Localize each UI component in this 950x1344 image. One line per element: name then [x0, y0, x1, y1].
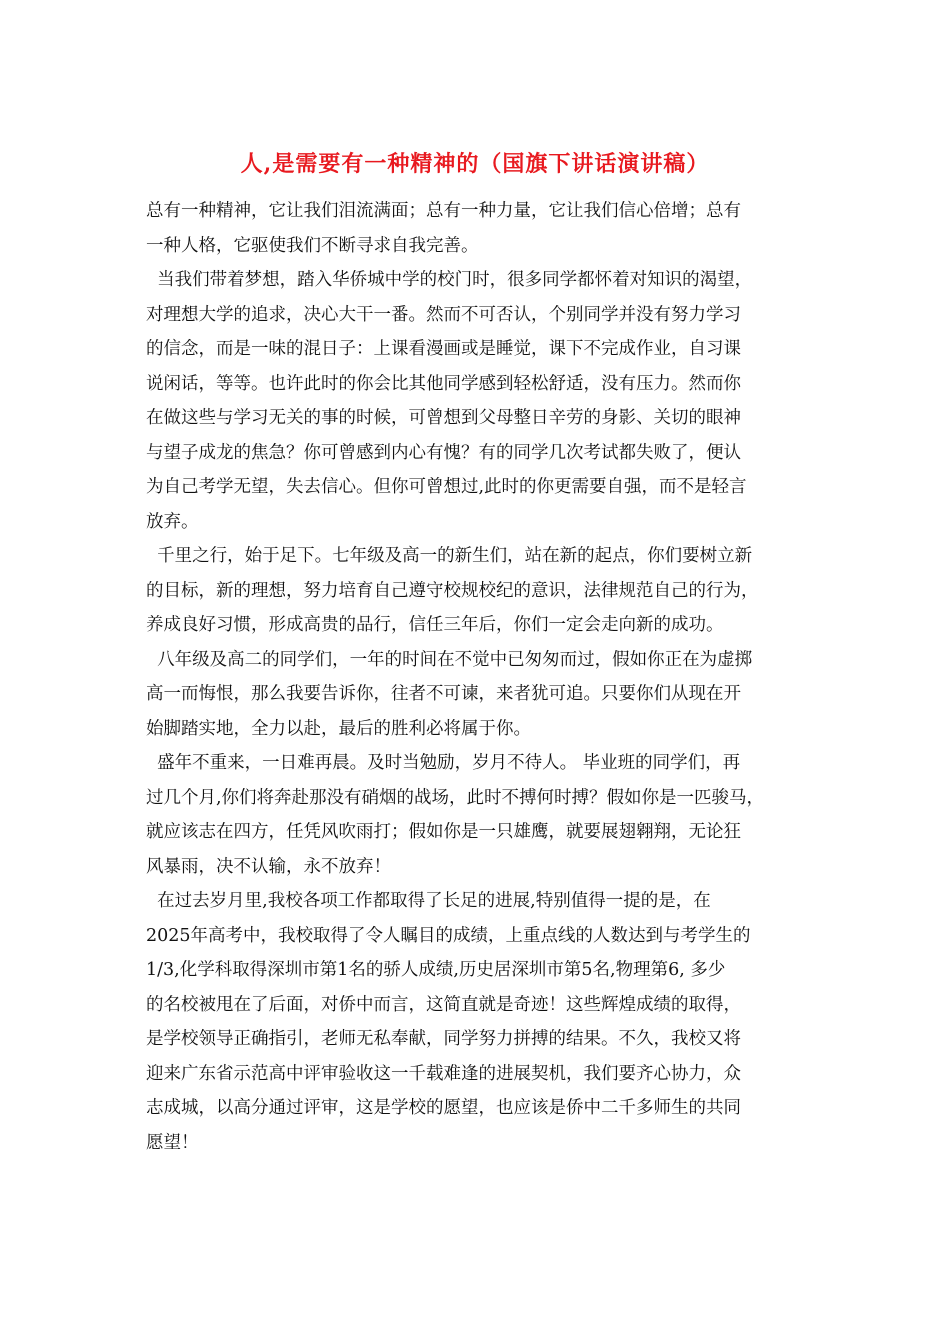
- text-line: 的目标，新的理想，努力培育自己遵守校规校纪的意识，法律规范自己的行为，: [146, 580, 759, 601]
- text-line: 当我们带着梦想，踏入华侨城中学的校门时，很多同学都怀着对知识的渴望，: [146, 270, 753, 290]
- text-line: 风暴雨，决不认输，永不放弃！: [146, 856, 391, 877]
- text-line: 的名校被甩在了后面，对侨中而言，这简直就是奇迹！这些辉煌成绩的取得，: [146, 994, 741, 1015]
- text-line: 说闲话，等等。也许此时的你会比其他同学感到轻松舒适，没有压力。然而你: [146, 373, 741, 394]
- text-line: 总有一种精神，它让我们泪流满面；总有一种力量，它让我们信心倍增；总有: [146, 201, 741, 221]
- text-line: 过几个月,你们将奔赴那没有硝烟的战场，此时不搏何时搏？假如你是一匹骏马，: [146, 787, 765, 808]
- text-line: 与望子成龙的焦急？你可曾感到内心有愧？有的同学几次考试都失败了，便认: [146, 442, 741, 463]
- text-line: 在过去岁月里,我校各项工作都取得了长足的进展,特别值得一提的是，在: [146, 891, 711, 911]
- text-line: 盛年不重来，一日难再晨。及时当勉励，岁月不待人。 毕业班的同学们，再: [146, 753, 741, 773]
- text-line: 高一而悔恨，那么我要告诉你，往者不可谏，来者犹可追。只要你们从现在开: [146, 684, 741, 704]
- text-line: 就应该志在四方，任凭风吹雨打；假如你是一只雄鹰，就要展翅翱翔，无论狂: [146, 822, 741, 842]
- text-line: 是学校领导正确指引，老师无私奉献，同学努力拼搏的结果。不久，我校又将: [146, 1029, 741, 1049]
- text-line: 1/3,化学科取得深圳市第1名的骄人成绩,历史居深圳市第5名,物理第6, 多少: [146, 960, 726, 980]
- text-line: 愿望！: [146, 1132, 199, 1153]
- text-line: 志成城，以高分通过评审，这是学校的愿望，也应该是侨中二千多师生的共同: [146, 1098, 741, 1118]
- text-line: 放弃。: [146, 511, 199, 532]
- text-line: 八年级及高二的同学们，一年的时间在不觉中已匆匆而过，假如你正在为虚掷: [146, 649, 753, 670]
- text-line: 为自己考学无望，失去信心。但你可曾想过,此时的你更需要自强，而不是轻言: [146, 477, 747, 497]
- text-line: 养成良好习惯，形成高贵的品行，信任三年后，你们一定会走向新的成功。: [146, 615, 724, 635]
- text-line: 在做这些与学习无关的事的时候，可曾想到父母整日辛劳的身影、关切的眼神: [146, 408, 741, 428]
- document-title: 人,是需要有一种精神的（国旗下讲话演讲稿）: [240, 151, 710, 177]
- text-line: 迎来广东省示范高中评审验收这一千载难逢的进展契机，我们要齐心协力，众: [146, 1063, 741, 1084]
- text-line: 的信念，而是一味的混日子：上课看漫画或是睡觉，课下不完成作业，自习课: [146, 339, 741, 359]
- text-line: 始脚踏实地，全力以赴，最后的胜利必将属于你。: [146, 718, 531, 739]
- text-line: 一种人格，它驱使我们不断寻求自我完善。: [146, 235, 479, 256]
- text-line: 对理想大学的追求，决心大干一番。然而不可否认，个别同学并没有努力学习: [146, 304, 741, 325]
- text-line: 2025年高考中，我校取得了令人瞩目的成绩，上重点线的人数达到与考学生的: [146, 925, 751, 946]
- document-body: [146, 194, 814, 1160]
- text-line: 千里之行，始于足下。七年级及高一的新生们，站在新的起点，你们要树立新: [146, 546, 753, 566]
